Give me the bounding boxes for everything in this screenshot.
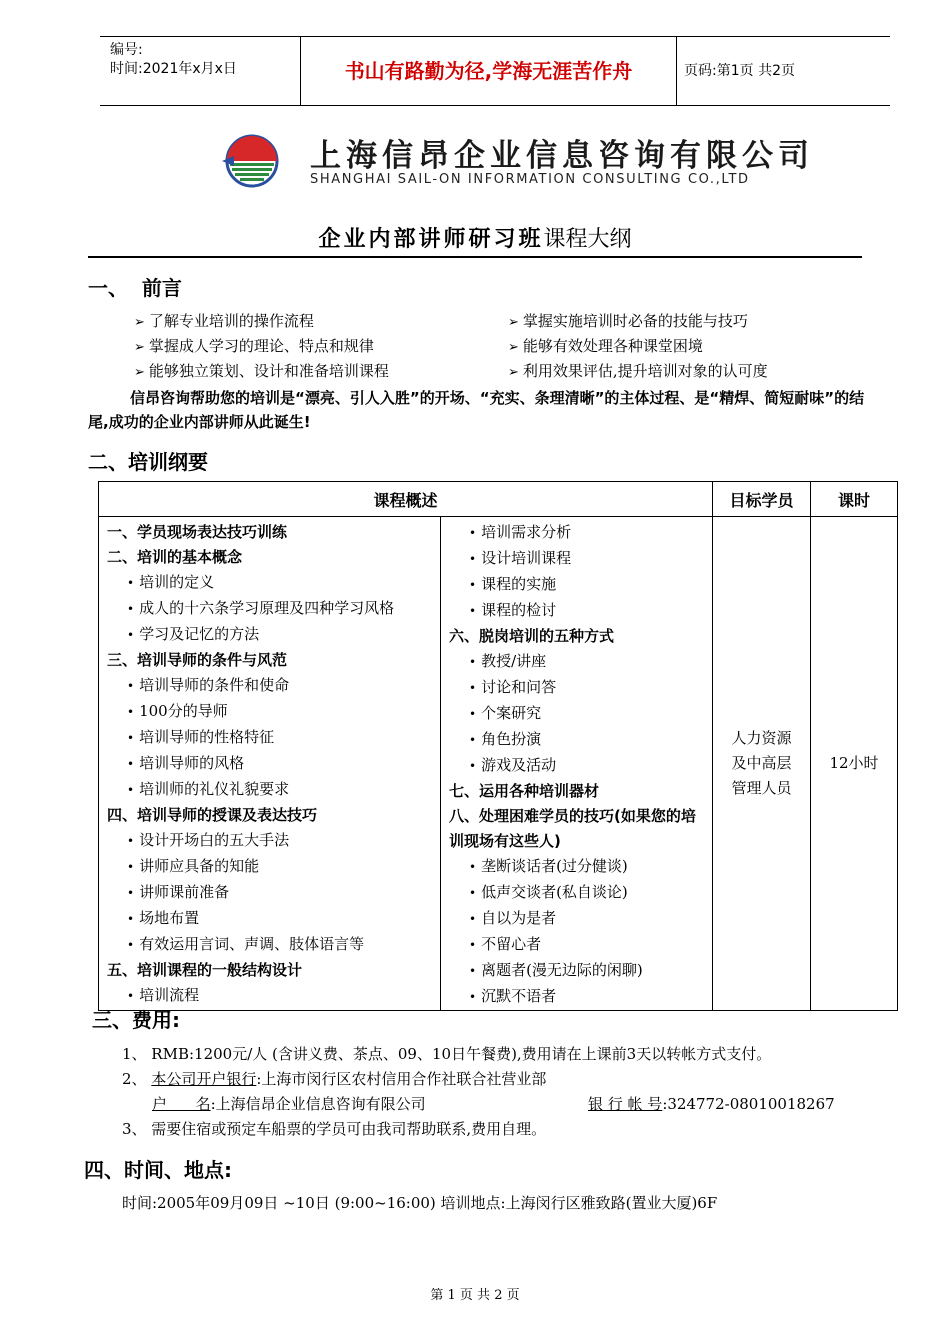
list-item: • 培训导师的性格特征	[107, 725, 440, 751]
list-item: • 不留心者	[449, 932, 712, 958]
list-item: • 课程的检讨	[449, 598, 712, 624]
header-hours: 课时	[811, 482, 898, 517]
list-item: • 成人的十六条学习原理及四种学习风格	[107, 596, 440, 622]
fee-item-3: 3、 需要住宿或预定车船票的学员可由我司帮助联系,费用自理。	[122, 1120, 547, 1138]
title-rule	[88, 256, 862, 258]
list-item: 一、学员现场表达技巧训练	[107, 523, 288, 541]
fee-item-2-prefix: 2、	[122, 1070, 147, 1088]
title-bold: 企业内部讲师研习班	[318, 226, 544, 252]
list-item: • 角色扮演	[449, 727, 712, 753]
list-item: • 培训导师的风格	[107, 751, 440, 777]
list-item: • 课程的实施	[449, 572, 712, 598]
header-target: 目标学员	[713, 482, 811, 517]
list-item: • 讲师课前准备	[107, 880, 440, 906]
goal-item: ➢ 了解专业培训的操作流程	[134, 310, 314, 331]
course-hours-cell: 12小时	[811, 517, 898, 1011]
target-line: 人力资源	[731, 729, 792, 747]
list-item: 八、处理困难学员的技巧(如果您的培训现场有这些人)	[449, 807, 696, 850]
list-item: • 教授/讲座	[449, 649, 712, 675]
section2-heading: 二、培训纲要	[88, 450, 208, 474]
account-number-value: :324772-08010018267	[662, 1095, 835, 1113]
outline-right-column	[441, 517, 713, 1011]
page-footer: 第 1 页 共 2 页	[430, 1288, 520, 1303]
list-item: • 学习及记忆的方法	[107, 622, 440, 648]
list-item: • 有效运用言词、声调、肢体语言等	[107, 932, 440, 958]
list-item: 四、培训导师的授课及表达技巧	[107, 806, 318, 824]
list-item: 六、脱岗培训的五种方式	[449, 627, 615, 645]
company-name-en: SHANGHAI SAIL-ON INFORMATION CONSULTING CO.,LTD	[310, 172, 750, 187]
list-item: • 沉默不语者	[449, 984, 712, 1010]
target-students-cell	[713, 517, 811, 1011]
account-value: :上海信昂企业信息咨询有限公司	[210, 1095, 426, 1113]
goal-item: ➢ 掌握成人学习的理论、特点和规律	[134, 335, 374, 356]
list-item: • 培训流程	[107, 983, 440, 1009]
target-line: 管理人员	[731, 779, 792, 797]
course-outline-table	[98, 481, 898, 1011]
document-title	[0, 222, 950, 253]
list-item: 七、运用各种培训器材	[449, 782, 600, 800]
list-item: • 垄断谈话者(过分健谈)	[449, 854, 712, 880]
goal-item: ➢ 能够独立策划、设计和准备培训课程	[134, 360, 389, 381]
account-line	[152, 1093, 426, 1114]
list-item: • 离题者(漫无边际的闲聊)	[449, 958, 712, 984]
header-motto: 书山有路勤为径,学海无涯苦作舟	[300, 37, 677, 105]
account-number-label: 银 行 帐 号	[588, 1095, 663, 1113]
header-overview: 课程概述	[99, 482, 713, 517]
goal-item: ➢ 能够有效处理各种课堂困境	[508, 335, 703, 356]
list-item: • 设计培训课程	[449, 546, 712, 572]
header-meta	[100, 37, 300, 105]
list-item: • 培训的定义	[107, 570, 440, 596]
section1-heading: 一、 前言	[88, 276, 182, 300]
intro-paragraph: 信昂咨询帮助您的培训是“漂亮、引人入胜”的开场、“充实、条理清晰”的主体过程、是“精焊、简短耐味”的结尾,成功的企业内部讲师从此诞生!	[88, 389, 865, 431]
outline-left-column	[99, 517, 441, 1011]
fee-item-1: 1、 RMB:1200元/人 (含讲义费、茶点、09、10日午餐费),费用请在上课前3天以转帐方式支付。	[122, 1045, 772, 1063]
account-label: 户 名	[152, 1095, 211, 1113]
list-item: • 培训需求分析	[449, 520, 712, 546]
company-name-cn: 上海信昂企业信息咨询有限公司	[310, 138, 814, 174]
company-logo-icon	[220, 132, 280, 190]
goal-item: ➢ 利用效果评估,提升培训对象的认可度	[508, 360, 768, 381]
list-item: • 自以为是者	[449, 906, 712, 932]
section3-heading: 三、费用:	[92, 1008, 180, 1032]
account-number-line	[588, 1093, 835, 1114]
fee-item-2	[122, 1068, 546, 1089]
page-header	[100, 36, 890, 106]
list-item: • 讲师应具备的知能	[107, 854, 440, 880]
list-item: • 个案研究	[449, 701, 712, 727]
table-row	[99, 517, 898, 1011]
list-item: • 培训导师的条件和使命	[107, 673, 440, 699]
list-item: • 100分的导师	[107, 699, 440, 725]
list-item: 二、培训的基本概念	[107, 548, 243, 566]
list-item: • 低声交谈者(私自谈论)	[449, 880, 712, 906]
list-item: • 场地布置	[107, 906, 440, 932]
time-label: 时间:2021年x月x日	[110, 61, 237, 77]
list-item: • 培训师的礼仪礼貌要求	[107, 777, 440, 803]
header-page-number: 页码:第1页 共2页	[684, 63, 795, 79]
list-item: 三、培训导师的条件与风范	[107, 651, 288, 669]
number-label: 编号:	[110, 42, 143, 58]
title-normal: 课程大纲	[543, 227, 632, 252]
time-location-text: 时间:2005年09月09日 ~10日 (9:00~16:00) 培训地点:上海闵行区雅致路(置业大厦)6F	[122, 1194, 718, 1212]
list-item: • 讨论和问答	[449, 675, 712, 701]
goal-item: ➢ 掌握实施培训时必备的技能与技巧	[508, 310, 748, 331]
list-item: • 设计开场白的五大手法	[107, 828, 440, 854]
bank-value: :上海市闵行区农村信用合作社联合社营业部	[256, 1070, 547, 1088]
list-item: • 游戏及活动	[449, 753, 712, 779]
list-item: 五、培训课程的一般结构设计	[107, 961, 303, 979]
section4-heading: 四、时间、地点:	[84, 1158, 232, 1182]
target-line: 及中高层	[731, 754, 792, 772]
table-header-row	[99, 482, 898, 517]
bank-label: 本公司开户银行	[151, 1070, 257, 1088]
